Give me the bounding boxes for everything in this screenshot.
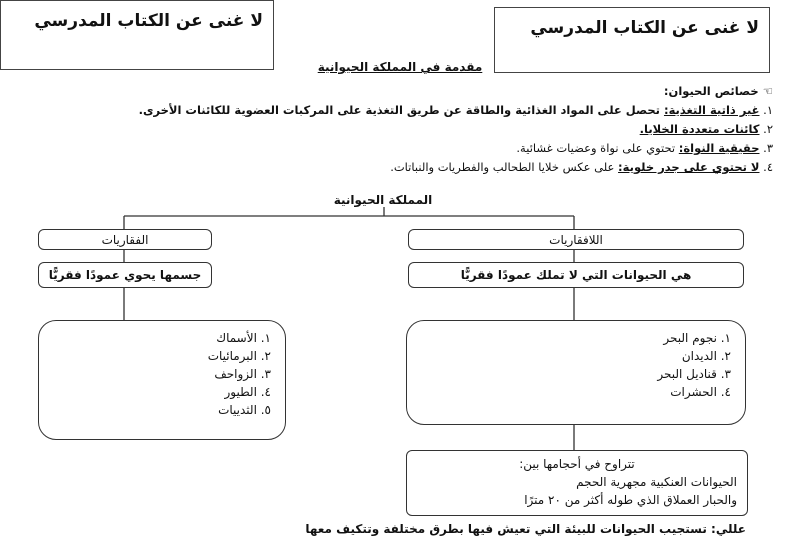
- page-title: مقدمة في المملكة الحيوانية: [317, 60, 483, 74]
- header-left-title: لا غنى عن الكتاب المدرسي: [34, 11, 263, 31]
- size-note-heading: تتراوح في أحجامها بين:: [519, 457, 635, 471]
- vertebrates-desc: جسمها يحوي عمودًا فقريًّا: [48, 268, 202, 282]
- size-note-box: [406, 450, 748, 516]
- vertebrates-label: الفقاريات: [101, 232, 149, 247]
- list-item: ٣. الزواحف: [214, 367, 271, 381]
- invertebrates-list-box: [406, 320, 746, 425]
- invertebrates-label: اللافقاريات: [549, 232, 603, 247]
- characteristic-item: ١. غير ذاتية التغذية: تحصل على المواد الغذائية والطاقة عن طريق التغذية على المركبات العضوية للكائنات الأخرى.: [138, 103, 773, 117]
- list-item: ١. الأسماك: [216, 331, 271, 345]
- characteristic-item: ٣. حقيقية النواة: تحتوي على نواة وعضيات غشائية.: [516, 141, 773, 155]
- list-item: ٢. الديدان: [681, 349, 731, 363]
- characteristic-item: ٤. لا تحتوي على جدر خلوية: على عكس خلايا الطحالب والفطريات والنباتات.: [390, 160, 773, 174]
- vertebrates-label-box: [38, 229, 212, 250]
- size-note-line: والحبار العملاق الذي طوله أكثر من ٢٠ مترًا: [524, 493, 737, 507]
- list-item: ١. نجوم البحر: [663, 331, 731, 345]
- question-text: عللي: تستجيب الحيوانات للبيئة التي تعيش فيها بطرق مختلفة وتتكيف معها: [305, 522, 746, 536]
- vertebrates-desc-box: [38, 262, 212, 288]
- invertebrates-desc: هي الحيوانات التي لا تملك عمودًا فقريًّا: [460, 268, 692, 282]
- characteristics-heading: ☜ خصائص الحيوان:: [663, 84, 773, 98]
- characteristic-item: ٢. كائنات متعددة الخلايا.: [639, 122, 773, 136]
- list-item: ٤. الطيور: [224, 385, 271, 399]
- size-note-line: الحيوانات العنكبية مجهرية الحجم: [576, 475, 737, 489]
- pointing-hand-icon: ☜: [762, 84, 773, 98]
- invertebrates-label-box: [408, 229, 744, 250]
- list-item: ٢. البرمائيات: [207, 349, 271, 363]
- vertebrates-list-box: [38, 320, 286, 440]
- header-right-title: لا غنى عن الكتاب المدرسي: [530, 18, 759, 38]
- list-item: ٣. قناديل البحر: [657, 367, 731, 381]
- list-item: ٥. الثدييات: [218, 403, 271, 417]
- chart-title: المملكة الحيوانية: [333, 193, 433, 207]
- list-item: ٤. الحشرات: [670, 385, 731, 399]
- invertebrates-desc-box: [408, 262, 744, 288]
